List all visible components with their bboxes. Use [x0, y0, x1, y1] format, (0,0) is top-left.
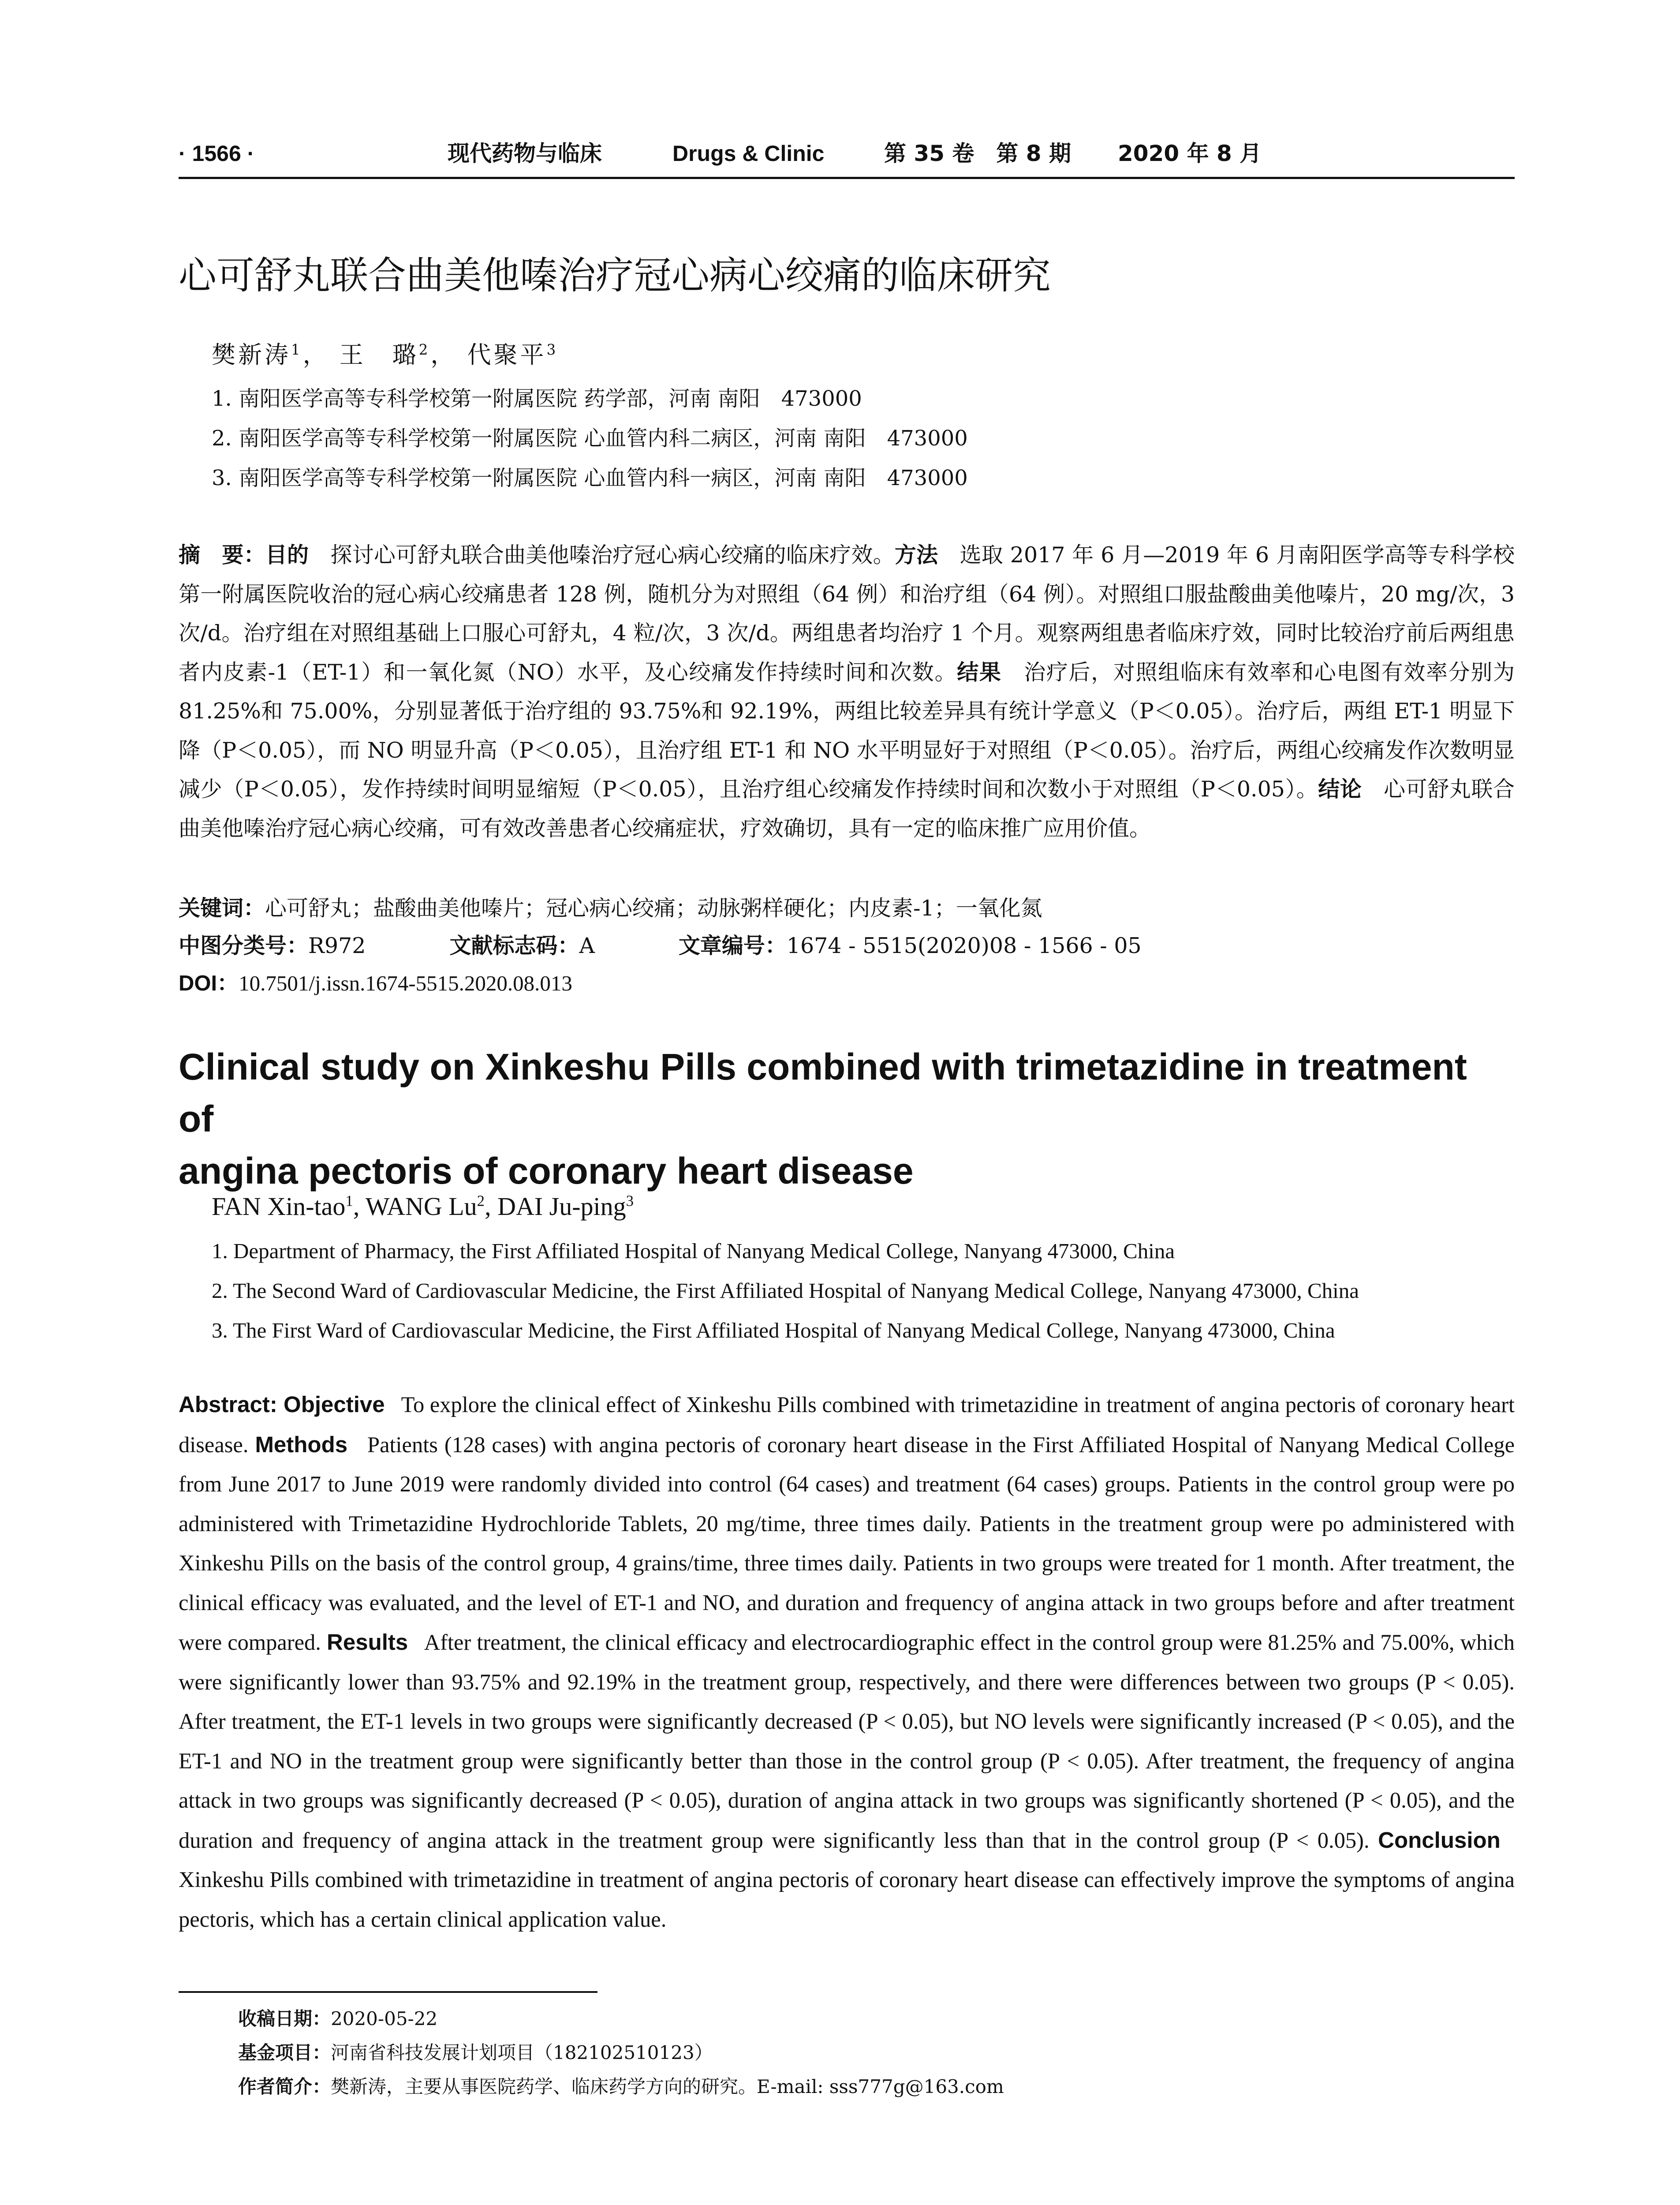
- author-affiliation-mark: 2: [477, 1192, 485, 1210]
- doi-link[interactable]: 10.7501/j.issn.1674-5515.2020.08.013: [239, 971, 572, 995]
- results-label: 结果: [957, 659, 1002, 685]
- keywords-label: 关键词：: [179, 896, 265, 921]
- keywords-text: 心可舒丸；盐酸曲美他嗪片；冠心病心绞痛；动脉粥样硬化；内皮素-1；一氧化氮: [265, 896, 1042, 921]
- author-name: WANG Lu: [365, 1192, 477, 1221]
- title-en-line: angina pectoris of coronary heart disease: [179, 1150, 914, 1192]
- article-no-value: 1674 - 5515(2020)08 - 1566 - 05: [786, 933, 1142, 958]
- methods-text: Patients (128 cases) with angina pectoris of coronary heart disease in the First Affiliated Hospital of Nanyang Medical College from June 2017 to June 2019 were randomly divided into control (64 cases) and treatment (64 cases) groups. Patients in the control group were po administered with Trimetazidine Hydrochloride Tablets, 20 mg/time, three times daily. Patients in the treatment group were po administered with Xinkeshu Pills on the basis of the control group, 4 grains/time, three times daily. Patients in two groups were treated for 1 month. After treatment, the clinical efficacy was evaluated, and the level of ET-1 and NO, and duration and frequency of angina attack in two groups before and after treatment were compared.: [179, 1432, 1515, 1655]
- received-date: 2020-05-22: [331, 2008, 438, 2029]
- author-affiliation-mark: 3: [626, 1192, 634, 1210]
- keywords-cn: [179, 893, 1042, 924]
- conclusion-label: 结论: [1318, 777, 1362, 802]
- footnote-fund: [238, 2040, 713, 2066]
- author-name: 樊新涛: [212, 341, 291, 369]
- methods-text: 选取 2017 年 6 月—2019 年 6 月南阳医学高等专科学校第一附属医院收治的冠心病心绞痛患者 128 例，随机分为对照组（64 例）和治疗组（64 例）。对照组口服盐酸曲美他嗪片，20 mg/次，3 次/d。治疗组在对照组基础上口服心可舒丸，4 粒/次，3 次/d。两组患者均治疗 1 个月。观察两组患者临床疗效，同时比较治疗前后两组患者内皮素-1（ET-1）和一氧化氮（NO）水平，及心绞痛发作持续时间和次数。: [179, 542, 1515, 685]
- affiliation-cn: 1. 南阳医学高等专科学校第一附属医院 药学部，河南 南阳 473000: [212, 386, 862, 411]
- objective-text: To explore the clinical effect of Xinkeshu Pills combined with trimetazidine in treatment of angina pectoris of coronary heart disease.: [179, 1392, 1515, 1457]
- author-affiliation-mark: 2: [418, 341, 431, 358]
- fund-label: 基金项目：: [238, 2042, 331, 2063]
- journal-name-en: Drugs & Clinic: [672, 141, 825, 166]
- running-header: [179, 140, 1515, 167]
- objective-label: 目的: [265, 542, 309, 568]
- footnote-received: [238, 2006, 437, 2032]
- results-text: 治疗后，对照组临床有效率和心电图有效率分别为 81.25%和 75.00%，分别显著低于治疗组的 93.75%和 92.19%，两组比较差异具有统计学意义（P＜0.05）。治疗后，两组 ET-1 明显下降（P＜0.05），而 NO 明显升高（P＜0.05），且治疗组 ET-1 和 NO 水平明显好于对照组（P＜0.05）。治疗后，两组心绞痛发作次数明显减少（P＜0.05），发作持续时间明显缩短（P＜0.05），且治疗组心绞痛发作持续时间和次数小于对照组（P＜0.05）。: [179, 659, 1515, 802]
- article-no-label: 文章编号：: [678, 933, 787, 958]
- abstract-cn: [179, 536, 1515, 848]
- author-affiliation-mark: 3: [546, 341, 559, 358]
- conclusion-text: Xinkeshu Pills combined with trimetazidine in treatment of angina pectoris of coronary heart disease can effectively improve the symptoms of angina pectoris, which has a certain clinical application value.: [179, 1867, 1515, 1932]
- abstract-en: [179, 1385, 1515, 1939]
- classification-line: [179, 931, 1142, 961]
- results-text: After treatment, the clinical efficacy and electrocardiographic effect in the control group were 81.25% and 75.00%, which were significantly lower than 93.75% and 92.19% in the treatment group, respectively, and there were differences between two groups (P < 0.05). After treatment, the ET-1 levels in two groups were significantly decreased (P < 0.05), but NO levels were significantly increased (P < 0.05), and the ET-1 and NO in the treatment group were significantly better than those in the control group (P < 0.05). After treatment, the frequency of angina attack in two groups was significantly decreased (P < 0.05), duration of angina attack in two groups was significantly shortened (P < 0.05), and the duration and frequency of angina attack in the treatment group were significantly less than that in the control group (P < 0.05).: [179, 1630, 1515, 1853]
- results-label: Results: [327, 1629, 408, 1655]
- doc-code-label: 文献标志码：: [449, 933, 579, 958]
- affiliation-cn: 2. 南阳医学高等专科学校第一附属医院 心血管内科二病区，河南 南阳 473000: [212, 426, 968, 451]
- author-name: FAN Xin-tao: [212, 1192, 346, 1221]
- footnote-rule: [179, 1991, 597, 1993]
- objective-text: 探讨心可舒丸联合曲美他嗪治疗冠心病心绞痛的临床疗效。: [330, 542, 895, 568]
- page-number: · 1566 ·: [179, 141, 255, 166]
- author-affiliation-mark: 1: [291, 341, 303, 358]
- affiliation-en: 2. The Second Ward of Cardiovascular Medicine, the First Affiliated Hospital of Nanyang Medical College, Nanyang 473000, China: [212, 1278, 1359, 1303]
- issue-date: 2020 年 8 月: [1118, 141, 1262, 166]
- clc-label: 中图分类号：: [179, 933, 309, 958]
- abstract-label: 摘 要：: [179, 542, 265, 568]
- conclusion-text: 心可舒丸联合曲美他嗪治疗冠心病心绞痛，可有效改善患者心绞痛症状，疗效确切，具有一定的临床推广应用价值。: [179, 777, 1515, 841]
- methods-label: Methods: [255, 1431, 348, 1457]
- abstract-objective-label: Abstract: Objective: [179, 1392, 385, 1417]
- author-bio-label: 作者简介：: [238, 2076, 331, 2097]
- author-name: 代聚平: [467, 341, 547, 369]
- journal-name-cn: 现代药物与临床: [448, 141, 602, 166]
- doi-line: [179, 968, 572, 999]
- methods-label: 方法: [894, 542, 938, 568]
- title-cn: 心可舒丸联合曲美他嗪治疗冠心病心绞痛的临床研究: [179, 254, 1051, 298]
- header-rule: [179, 177, 1515, 179]
- affiliation-en: 1. Department of Pharmacy, the First Affiliated Hospital of Nanyang Medical College, Nanyang 473000, China: [212, 1239, 1175, 1263]
- author-name: 王 璐: [339, 341, 419, 369]
- author-affiliation-mark: 1: [345, 1192, 353, 1210]
- affiliation-en: 3. The First Ward of Cardiovascular Medicine, the First Affiliated Hospital of Nanyang Medical College, Nanyang 473000, China: [212, 1318, 1335, 1342]
- volume-issue: 第 35 卷 第 8 期: [884, 141, 1071, 166]
- doc-code-value: A: [579, 933, 595, 958]
- author-bio-text: 樊新涛，主要从事医院药学、临床药学方向的研究。E-mail: sss777g@163.com: [331, 2076, 1004, 2097]
- affiliation-cn: 3. 南阳医学高等专科学校第一附属医院 心血管内科一病区，河南 南阳 473000: [212, 466, 968, 490]
- authors-en: FAN Xin-tao$^1$, WANG Lu$^2$, DAI Ju-ping$^3$: [212, 1192, 634, 1221]
- clc-value: R972: [308, 933, 366, 958]
- title-en: [179, 1041, 1501, 1197]
- doi-label: DOI：: [179, 972, 239, 995]
- conclusion-label: Conclusion: [1378, 1827, 1501, 1853]
- received-label: 收稿日期：: [238, 2008, 331, 2029]
- title-en-line: Clinical study on Xinkeshu Pills combined with trimetazidine in treatment of: [179, 1046, 1467, 1140]
- authors-cn: 樊新涛$^1$， 王 璐$^2$， 代聚平$^3$: [212, 341, 559, 369]
- footnote-author: [238, 2074, 1004, 2100]
- author-name: DAI Ju-ping: [497, 1192, 626, 1221]
- fund-text: 河南省科技发展计划项目（182102510123）: [331, 2042, 713, 2063]
